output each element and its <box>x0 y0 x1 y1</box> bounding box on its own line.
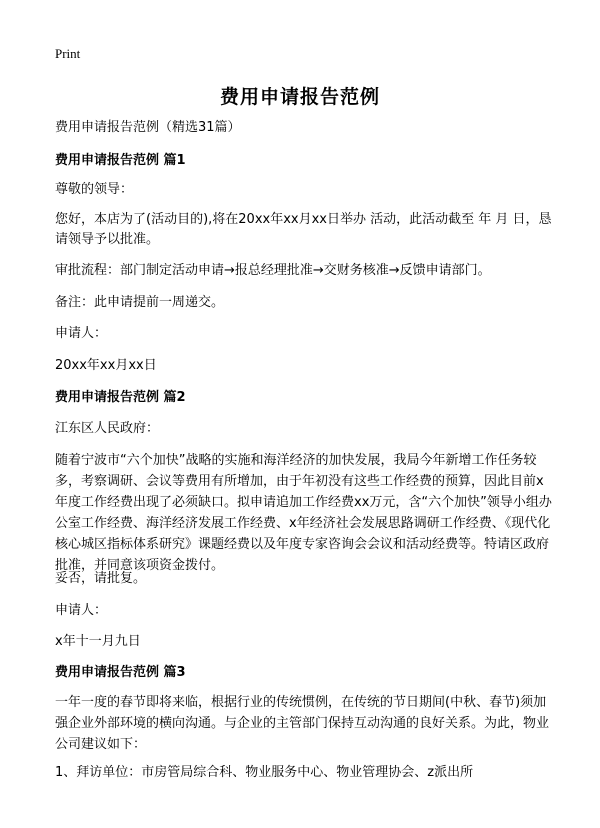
signature-date: 20xx年xx月xx日 <box>55 358 157 373</box>
signature-label: 申请人： <box>55 326 108 341</box>
document-intro: 费用申请报告范例（精选31篇） <box>55 120 241 135</box>
document-title: 费用申请报告范例 <box>219 86 380 108</box>
signature-date: x年十一月九日 <box>55 634 141 649</box>
body-paragraph: 备注：此申请提前一周递交。 <box>55 295 225 310</box>
salutation: 江东区人民政府： <box>55 421 160 436</box>
print-link[interactable]: Print <box>55 46 81 61</box>
body-paragraph: 一年一度的春节即将来临，根据行业的传统惯例，在传统的节日期间(中秋、春节)须加强企业外部环境的横向沟通。与企业的主管部门保持互动沟通的良好关系。为此，物业公司建议如下： <box>55 695 550 752</box>
body-paragraph: 随着宁波市“六个加快”战略的实施和海洋经济的加快发展，我局今年新增工作任务较多，考察调研、会议等费用有所增加，由于年初没有这些工作经费的预算，因此目前x年度工作经费出现了必须缺口。拟申请追加工作经费xx万元，含“六个加快”领导小组办公室工作经费、海洋经济发展工作经费、x年经济社会发展思路调研工作经费、《现代化核心城区指标体系研究》课题经费以及年度专家咨询会会议和活动经费等。特请区政府批准，并同意该项资金拨付。 <box>55 453 552 573</box>
section-heading: 费用申请报告范例 篇1 <box>55 153 186 168</box>
salutation: 尊敬的领导： <box>55 182 134 197</box>
body-paragraph: 审批流程：部门制定活动申请→报总经理批准→交财务核准→反馈申请部门。 <box>55 263 491 278</box>
list-item: 1、拜访单位：市房管局综合科、物业服务中心、物业管理协会、z派出所 <box>55 765 474 780</box>
body-paragraph: 您好，本店为了(活动目的),将在20xx年xx月xx日举办 活动，此活动截至 年 月 日，恳请领导予以批准。 <box>55 212 552 247</box>
section-heading: 费用申请报告范例 篇3 <box>55 665 186 680</box>
section-heading: 费用申请报告范例 篇2 <box>55 390 186 405</box>
body-paragraph: 妥否，请批复。 <box>55 571 147 586</box>
signature-label: 申请人： <box>55 603 108 618</box>
